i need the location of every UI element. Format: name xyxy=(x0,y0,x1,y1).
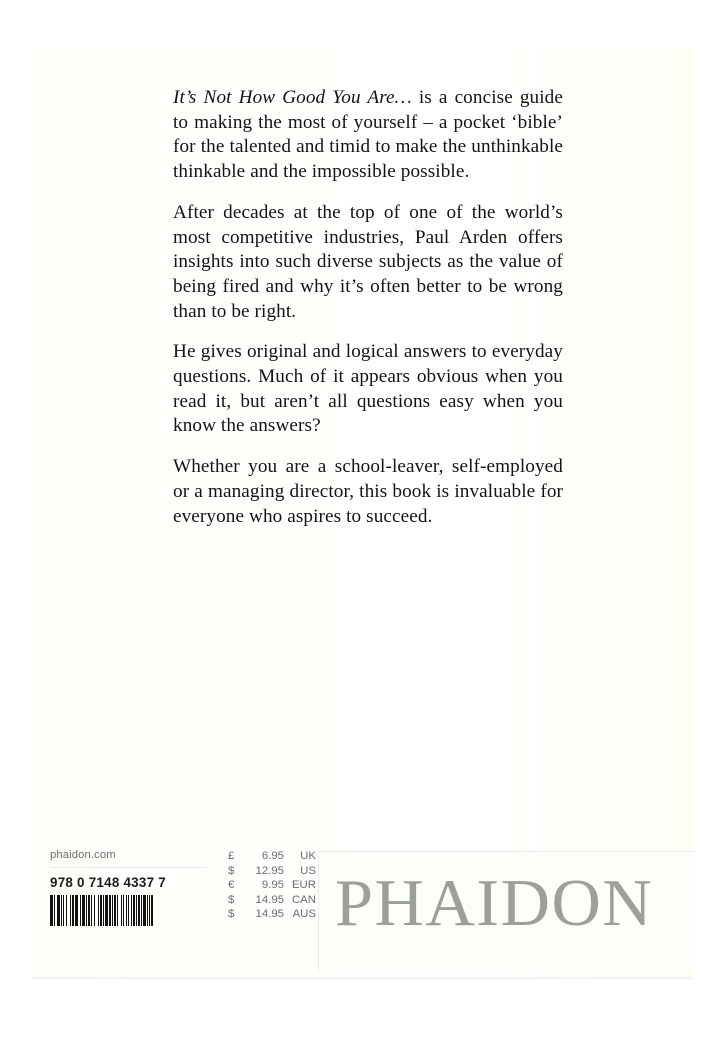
price-amount: 9.95 xyxy=(261,879,284,892)
publisher-logo-panel xyxy=(318,851,694,970)
blurb-paragraph-4: Whether you are a school-leaver, self-employed or a managing director, this book is invaluable for everyone who aspires to succeed. xyxy=(173,456,563,527)
price-table xyxy=(228,849,316,922)
price-amount: 12.95 xyxy=(255,864,284,877)
price-region-code: CAN xyxy=(291,893,316,906)
price-amount: 6.95 xyxy=(261,850,284,862)
price-currency-symbol: £ xyxy=(228,850,235,862)
price-row xyxy=(228,864,316,879)
price-list xyxy=(228,849,316,922)
price-currency-symbol: $ xyxy=(228,864,235,877)
price-amount: 14.95 xyxy=(255,908,284,921)
book-back-cover xyxy=(33,48,693,978)
imprint-block xyxy=(50,848,210,926)
blurb-text-block xyxy=(173,86,563,529)
price-row xyxy=(228,878,316,893)
blurb-paragraph-1-rest: is a concise guide to making the most of yourself – a pocket ‘bible’ for the talented and timid to make the unthinkable thinkable and the impossible possible. xyxy=(173,87,563,183)
price-table-body xyxy=(228,849,316,922)
price-row xyxy=(228,893,316,908)
price-row xyxy=(228,907,316,922)
price-currency-symbol: $ xyxy=(228,908,235,921)
price-amount: 14.95 xyxy=(255,893,284,906)
price-region-code: US xyxy=(300,864,316,877)
price-region-code: UK xyxy=(300,850,316,862)
blurb-paragraph-2: After decades at the top of one of the world’s most competitive industries, Paul Arden offers insights into such diverse subjects as the value of being fired and why it’s often better to be wrong than to be right. xyxy=(173,201,563,322)
blurb-paragraph-1 xyxy=(173,86,563,185)
price-currency-symbol: $ xyxy=(228,893,235,906)
publisher-logo: PHAIDON xyxy=(335,866,654,940)
book-title-italic: It’s Not How Good You Are… xyxy=(173,87,412,108)
price-currency-symbol: € xyxy=(228,879,235,892)
imprint-divider xyxy=(50,867,205,868)
price-row xyxy=(228,849,316,864)
price-region-code: EUR xyxy=(291,879,316,892)
blurb-paragraph-3: He gives original and logical answers to everyday questions. Much of it appears obvious when you read it, but aren’t all questions easy when you know the answers? xyxy=(173,341,563,437)
publisher-website[interactable]: phaidon.com xyxy=(50,849,116,861)
cover-bottom-band xyxy=(33,843,693,978)
price-region-code: AUS xyxy=(292,908,316,921)
ean-13-barcode xyxy=(50,895,198,926)
isbn-number: 978 0 7148 4337 7 xyxy=(50,875,166,890)
